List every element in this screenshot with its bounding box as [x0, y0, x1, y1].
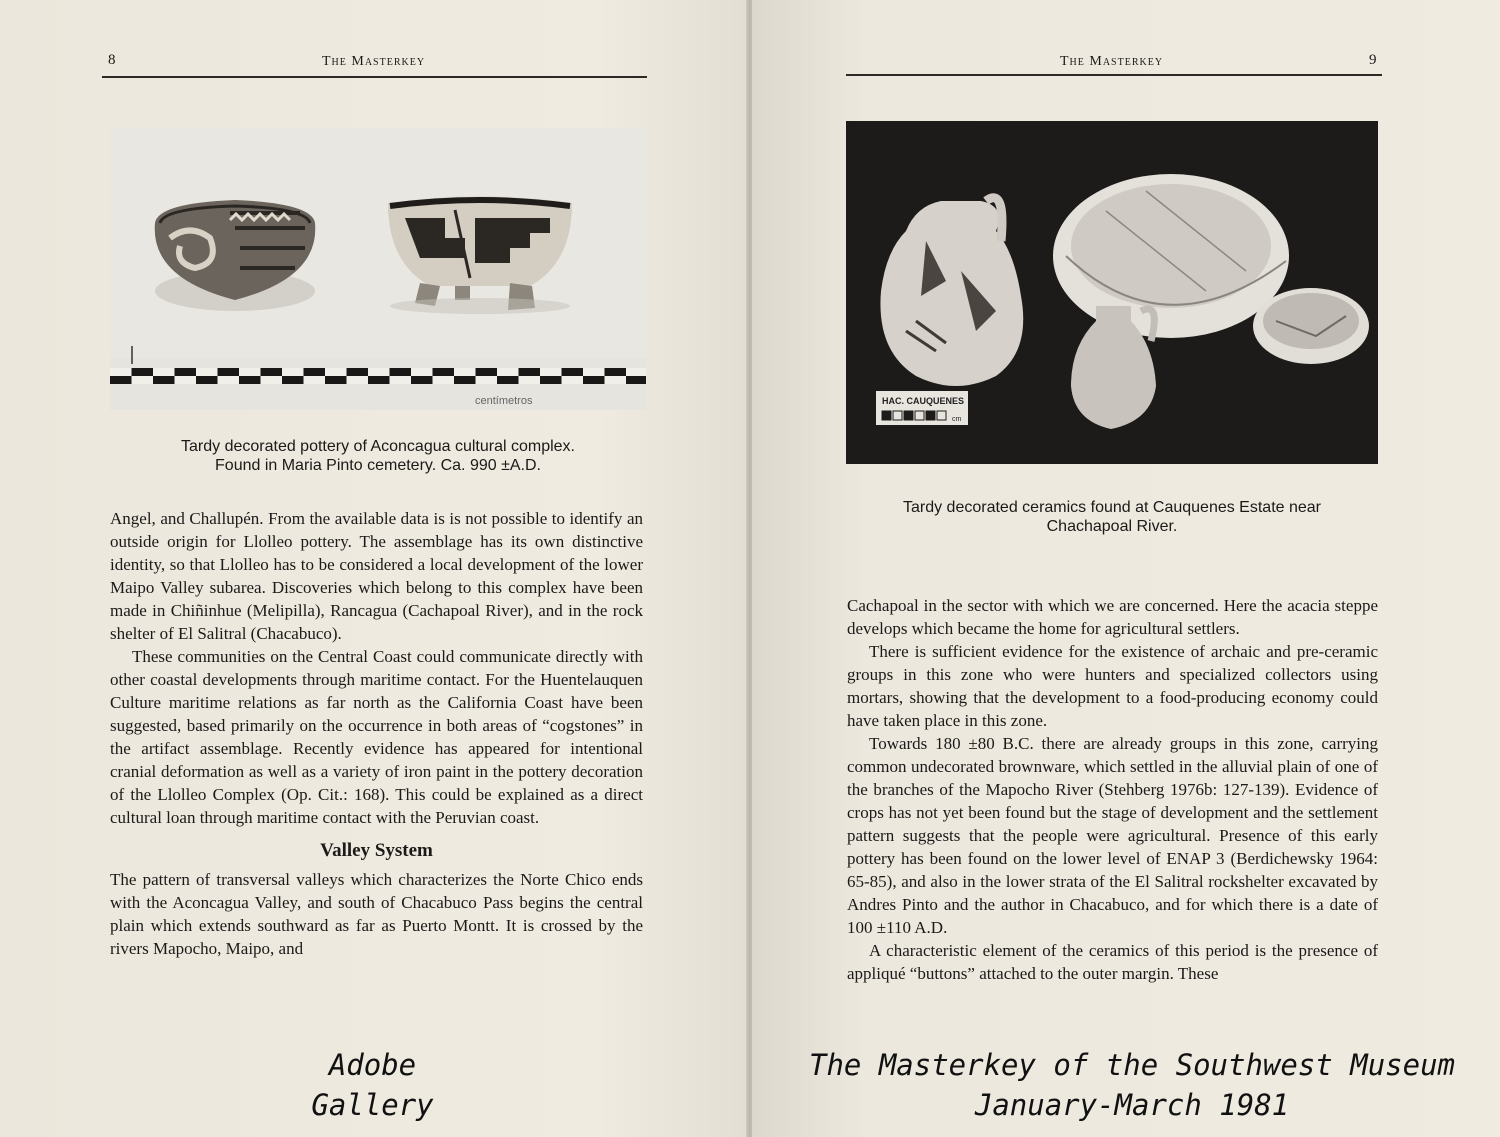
- watermark-line: The Masterkey of the Southwest Museum: [808, 1048, 1455, 1082]
- watermark-gallery: [290, 1045, 455, 1125]
- paragraph: A characteristic element of the ceramics of this period is the presence of appliqué “buttons” attached to the outer margin. These: [847, 941, 1378, 983]
- caption-line: Tardy decorated pottery of Aconcagua cultural complex.: [181, 438, 575, 455]
- caption-line: Tardy decorated ceramics found at Cauquenes Estate near: [902, 499, 1322, 516]
- watermark-line: Adobe: [328, 1048, 417, 1082]
- photo-label: HAC. CAUQUENES: [882, 396, 965, 406]
- photo-label-unit: cm: [952, 416, 962, 423]
- scale-label: centímetros: [475, 395, 533, 407]
- right-page: [752, 0, 1500, 1137]
- paragraph: There is sufficient evidence for the existence of archaic and pre-ceramic groups in this zone who were hunters and specialized collectors using mortars, showing that the development to a food-producing economy could have taken place in this zone.: [847, 642, 1378, 730]
- body-text: [847, 594, 1378, 985]
- page-number: 8: [108, 52, 116, 68]
- paragraph: These communities on the Central Coast could communicate directly with other coastal developments through maritime contact. For the Huentelauquen Culture maritime relations as far north as the California Coast have been suggested, based primarily on the occurrence in both areas of “cogstones” in the artifact assemblage. Recently evidence has appeared for intentional cranial deformation as well as a variety of iron paint in the pottery decoration of the Llolleo Complex (Op. Cit.: 168). This could be explained as a direct cultural loan through maritime contact with the Peruvian coast.: [110, 647, 643, 827]
- header-rule: [846, 74, 1382, 76]
- photo-caption: [110, 437, 646, 475]
- body-text: [110, 507, 643, 960]
- paragraph: Cachapoal in the sector with which we are concerned. Here the acacia steppe develops which became the home for agricultural settlers.: [847, 596, 1378, 638]
- header-rule: [102, 76, 647, 78]
- running-head: The Masterkey: [1060, 54, 1164, 69]
- paragraph: Angel, and Challupén. From the available data is is not possible to identify an outside origin for Llolleo pottery. The assemblage has its own distinctive identity, so that Llolleo has to be considered a local development of the lower Maipo Valley subarea. Discoveries which belong to this complex have been made in Chiñinhue (Melipilla), Rancagua (Cachapoal River), and in the rock shelter of El Salitral (Chacabuco).: [110, 509, 643, 643]
- ceramics-photo: [846, 121, 1378, 464]
- page-number: 9: [1369, 52, 1377, 68]
- running-head: The Masterkey: [322, 54, 426, 69]
- photo-caption: [846, 498, 1378, 536]
- left-page: [0, 0, 748, 1137]
- watermark-line: January-March 1981: [974, 1088, 1290, 1122]
- section-heading: Valley System: [320, 840, 433, 861]
- caption-line: Chachapoal River.: [1046, 518, 1178, 535]
- caption-line: Found in Maria Pinto cemetery. Ca. 990 ±A.D.: [215, 457, 541, 474]
- paragraph: The pattern of transversal valleys which characterizes the Norte Chico ends with the Aconcagua Valley, and south of Chacabuco Pass begins the central plain which extends southward as far as Puerto Montt. It is crossed by the rivers Mapocho, Maipo, and: [110, 870, 643, 958]
- watermark-line: Gallery: [311, 1088, 434, 1122]
- paragraph: Towards 180 ±80 B.C. there are already groups in this zone, carrying common undecorated brownware, which settled in the alluvial plain of one of the branches of the Mapocho River (Stehberg 1976b: 127-139). Evidence of crops has not yet been found but the stage of development and the settlement pattern suggests that the people were agricultural. Presence of this early pottery has been found on the lower level of ENAP 3 (Berdichewsky 1964: 65-85), and also in the lower strata of the El Salitral rockshelter excavated by Andres Pinto and the author in Chacabuco, and for which there is a date of 100 ±110 A.D.: [847, 734, 1378, 937]
- pottery-photo: [110, 128, 646, 410]
- watermark-publication: [782, 1045, 1482, 1125]
